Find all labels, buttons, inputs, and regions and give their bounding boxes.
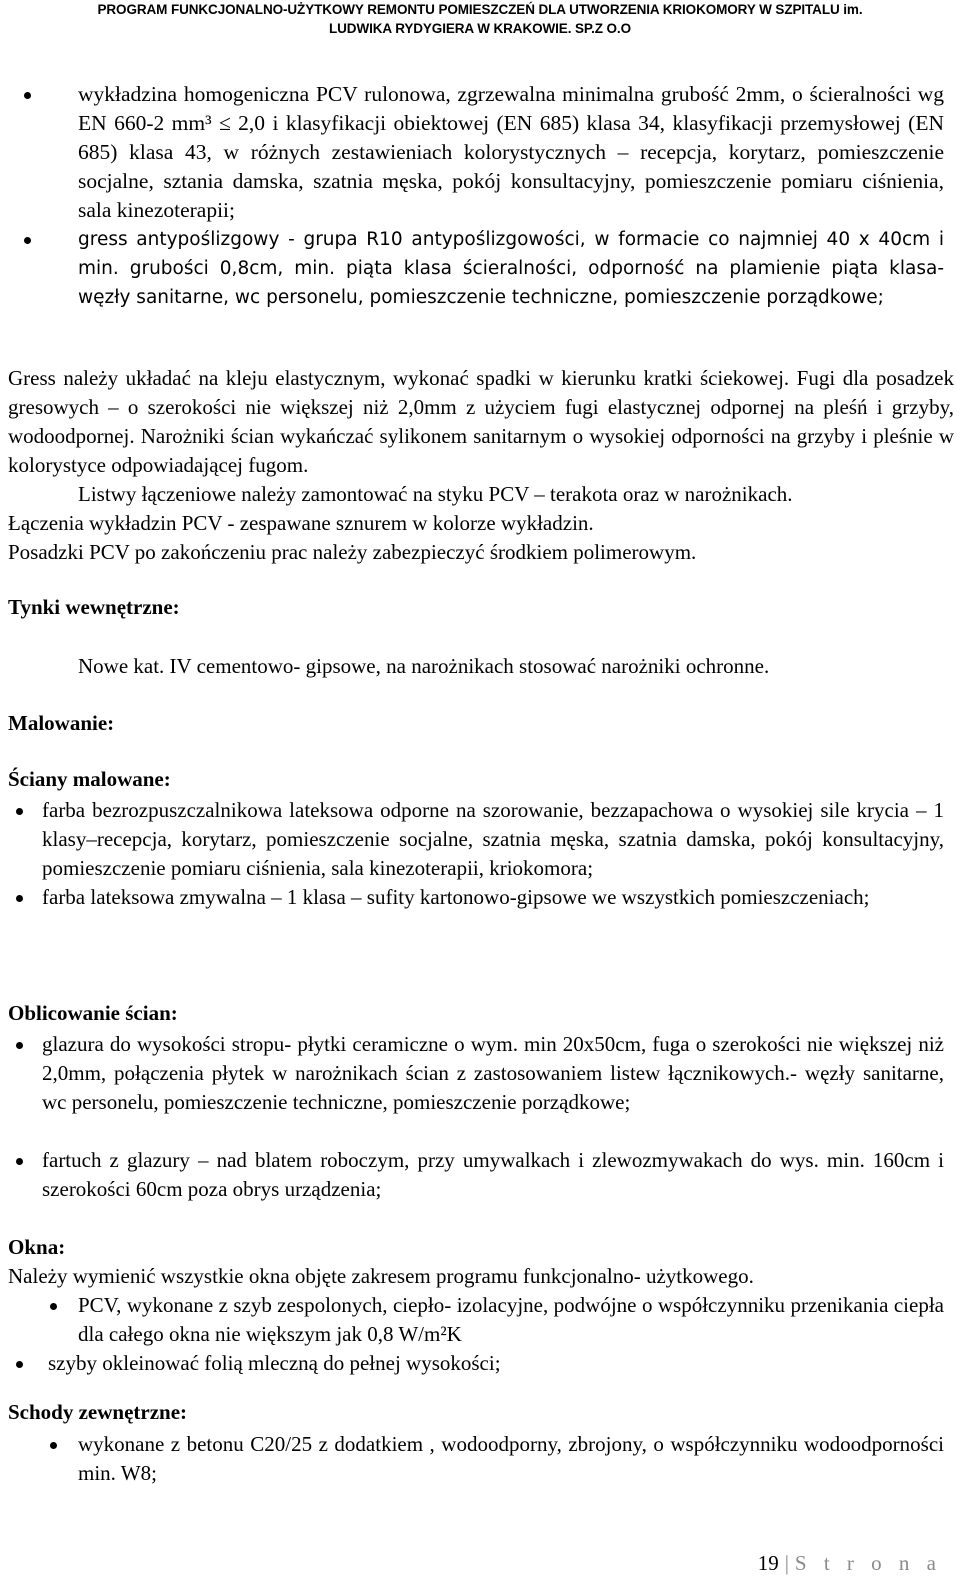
floor-bullet-gres-text: gress antypoślizgowy - grupa R10 antypoślizgowości, w formacie co najmniej 40 x 40cm i min. grubości 0,8cm, min. piąta klasa ścieralności, odporność na plamienie piąta klasa- węzły sanitarne, wc personelu, pomieszczenie techniczne, pomieszczenie porządkowe; bbox=[78, 229, 944, 308]
cladding-list bbox=[8, 1030, 944, 1204]
walls-bullet-latex-text: farba bezrozpuszczalnikowa lateksowa odporne na szorowanie, bezzapachowa o wysokiej sile krycia – 1 klasy–recepcja, korytarz, pomieszczenie socjalne, szatnia męska, szatnia damska, pokój konsultacyjny, pomieszczenie pomiaru ciśnienia, sala kinezoterapii, kriokomora; bbox=[42, 798, 944, 880]
cladding-bullet-glaze-text: glazura do wysokości stropu- płytki ceramiczne o wym. min 20x50cm, fuga o szerokości nie większej niż 2,0mm, połączenia płytek w narożnikach ścian z zastosowaniem listew łącznikowych.- węzły sanitarne, wc personelu, pomieszczenie techniczne, pomieszczenie porządkowe; bbox=[42, 1032, 944, 1114]
floor-para-gres: Gress należy układać na kleju elastycznym, wykonać spadki w kierunku kratki ściekowej. Fugi dla posadzek gresowych – o szerokości nie większej niż 2,0mm z użyciem fugi elastycznej odpornej na pleśń i grzyby, wodoodpornej. Narożniki ścian wykańczać sylikonem sanitarnym o wysokiej odporności na grzyby i pleśnie w kolorystyce odpowiadającej fugom. bbox=[8, 366, 954, 477]
header-line-2: LUDWIKA RYDYGIERA W KRAKOWIE. SP.Z O.O bbox=[329, 21, 631, 36]
bullet-icon bbox=[16, 895, 23, 902]
plaster-heading: Tynki wewnętrzne: bbox=[8, 595, 180, 619]
windows-bullet-film bbox=[8, 1349, 944, 1378]
cladding-heading: Oblicowanie ścian: bbox=[8, 1001, 178, 1025]
floor-bullet-pvc-text: wykładzina homogeniczna PCV rulonowa, zgrzewalna minimalna grubość 2mm, o ścieralności wg EN 660-2 mm³ ≤ 2,0 i klasyfikacji obiektowej (EN 685) klasa 34, klasyfikacji przemysłowej (EN 685) klasa 43, w różnych zestawieniach kolorystycznych – recepcja, korytarz, pomieszczenie socjalne, sztania damska, szatnia męska, pokój konsultacyjny, pomieszczenie pomiaru ciśnienia, sala kinezoterapii; bbox=[78, 82, 944, 222]
painting-heading: Malowanie: bbox=[8, 711, 115, 735]
floor-bullet-pvc bbox=[14, 80, 944, 225]
floor-para-strips: Listwy łączeniowe należy zamontować na styku PCV – terakota oraz w narożnikach. bbox=[78, 482, 793, 506]
stairs-list bbox=[8, 1430, 944, 1488]
stairs-bullet-concrete-text: wykonane z betonu C20/25 z dodatkiem , wodoodporny, zbrojony, o współczynniku wodoodporności min. W8; bbox=[78, 1432, 944, 1485]
windows-bullet-pcv-text: PCV, wykonane z szyb zespolonych, ciepło- izolacyjne, podwójne o współczynniku przenikania ciepła dla całego okna nie większym jak 0,8 W/m²K bbox=[78, 1293, 944, 1346]
stairs-bullet-concrete bbox=[8, 1430, 944, 1488]
walls-bullet-washable-text: farba lateksowa zmywalna – 1 klasa – sufity kartonowo-gipsowe we wszystkich pomieszczeniach; bbox=[42, 885, 870, 909]
windows-heading: Okna: bbox=[8, 1235, 66, 1259]
windows-bullet-pcv bbox=[8, 1291, 944, 1349]
windows-list bbox=[8, 1291, 944, 1378]
bullet-icon bbox=[16, 808, 23, 815]
cladding-bullet-apron bbox=[8, 1146, 944, 1204]
plaster-text: Nowe kat. IV cementowo- gipsowe, na narożnikach stosować narożniki ochronne. bbox=[78, 654, 770, 678]
windows-bullet-film-text: szyby okleinować folią mleczną do pełnej wysokości; bbox=[48, 1351, 501, 1375]
windows-intro: Należy wymienić wszystkie okna objęte zakresem programu funkcjonalno- użytkowego. bbox=[8, 1264, 754, 1288]
walls-list bbox=[8, 796, 944, 912]
page-label: S t r o n a bbox=[794, 1551, 942, 1575]
page-number: 19 bbox=[757, 1551, 779, 1575]
walls-bullet-latex bbox=[8, 796, 944, 883]
floor-para-protect: Posadzki PCV po zakończeniu prac należy zabezpieczyć środkiem polimerowym. bbox=[8, 540, 697, 564]
footer-separator: | bbox=[784, 1551, 789, 1575]
bullet-icon bbox=[16, 1361, 23, 1368]
page-header bbox=[0, 0, 960, 38]
stairs-heading: Schody zewnętrzne: bbox=[8, 1400, 188, 1424]
bullet-icon bbox=[24, 92, 31, 99]
bullet-icon bbox=[50, 1303, 57, 1310]
cladding-bullet-glaze bbox=[8, 1030, 944, 1117]
bullet-icon bbox=[24, 237, 31, 244]
bullet-icon bbox=[16, 1158, 23, 1165]
cladding-bullet-apron-text: fartuch z glazury – nad blatem roboczym, przy umywalkach i zlewozmywakach do wys. min. 160cm i szerokości 60cm poza obrys urządzenia; bbox=[42, 1148, 944, 1201]
floor-bullet-gres bbox=[14, 225, 944, 312]
walls-bullet-washable bbox=[8, 883, 944, 912]
floor-paragraphs bbox=[8, 364, 954, 567]
floor-para-joins: Łączenia wykładzin PCV - zespawane sznurem w kolorze wykładzin. bbox=[8, 511, 594, 535]
bullet-icon bbox=[16, 1042, 23, 1049]
bullet-icon bbox=[50, 1442, 57, 1449]
walls-heading: Ściany malowane: bbox=[8, 767, 171, 791]
header-line-1: PROGRAM FUNKCJONALNO-UŻYTKOWY REMONTU POMIESZCZEŃ DLA UTWORZENIA KRIOKOMORY W SZPITALU im. bbox=[97, 2, 863, 17]
page-footer bbox=[758, 1551, 942, 1576]
floor-section bbox=[14, 80, 944, 312]
